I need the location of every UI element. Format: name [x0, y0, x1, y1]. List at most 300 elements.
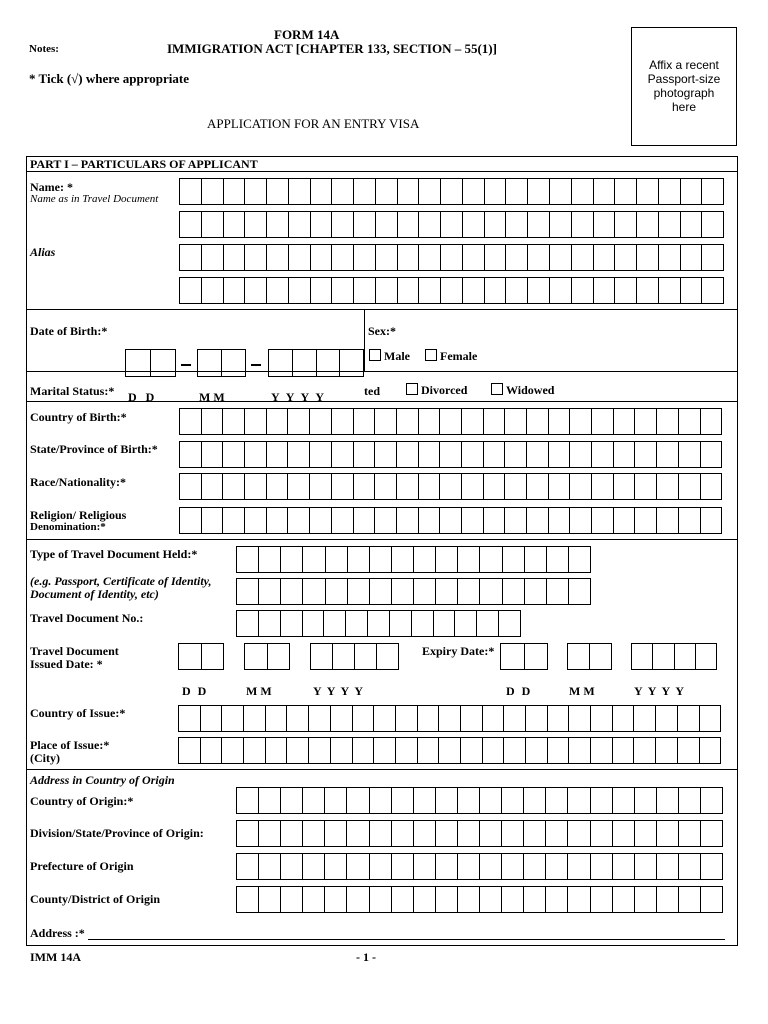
checkbox[interactable] — [425, 349, 437, 361]
char-cell[interactable] — [353, 245, 375, 270]
char-cell[interactable] — [435, 547, 457, 572]
char-cell[interactable] — [593, 278, 615, 303]
char-cell[interactable] — [678, 442, 700, 467]
char-cell[interactable] — [568, 579, 590, 604]
char-cell[interactable] — [413, 887, 435, 912]
char-cell[interactable] — [590, 788, 612, 813]
char-cell[interactable] — [265, 706, 287, 731]
char-cell[interactable] — [354, 644, 376, 669]
char-cell[interactable] — [411, 611, 433, 636]
char-cell[interactable] — [433, 611, 455, 636]
char-cell[interactable] — [417, 706, 439, 731]
char-cell[interactable] — [353, 179, 375, 204]
char-cell[interactable] — [526, 474, 548, 499]
char-cell[interactable] — [346, 854, 368, 879]
origin-county-input[interactable] — [236, 886, 723, 913]
char-cell[interactable] — [571, 179, 593, 204]
char-cell[interactable] — [568, 547, 590, 572]
char-cell[interactable] — [311, 644, 332, 669]
char-cell[interactable] — [324, 821, 346, 846]
char-cell[interactable] — [656, 474, 678, 499]
char-cell[interactable] — [280, 821, 302, 846]
char-cell[interactable] — [479, 547, 501, 572]
char-cell[interactable] — [223, 212, 245, 237]
char-cell[interactable] — [591, 474, 613, 499]
char-cell[interactable] — [482, 738, 504, 763]
char-cell[interactable] — [483, 409, 505, 434]
char-cell[interactable] — [288, 179, 310, 204]
char-cell[interactable] — [330, 706, 352, 731]
dob-month-input[interactable] — [197, 349, 246, 377]
char-cell[interactable] — [331, 409, 353, 434]
char-cell[interactable] — [418, 212, 440, 237]
char-cell[interactable] — [221, 706, 243, 731]
char-cell[interactable] — [347, 579, 369, 604]
char-cell[interactable] — [504, 409, 526, 434]
char-cell[interactable] — [634, 409, 656, 434]
char-cell[interactable] — [302, 821, 324, 846]
char-cell[interactable] — [545, 887, 567, 912]
char-cell[interactable] — [457, 788, 479, 813]
char-cell[interactable] — [375, 179, 397, 204]
char-cell[interactable] — [547, 706, 569, 731]
char-cell[interactable] — [331, 245, 353, 270]
char-cell[interactable] — [548, 442, 570, 467]
char-cell[interactable] — [569, 508, 591, 533]
doc-type-input-1[interactable] — [236, 546, 591, 573]
char-cell[interactable] — [266, 212, 288, 237]
char-cell[interactable] — [200, 738, 222, 763]
char-cell[interactable] — [435, 579, 457, 604]
char-cell[interactable] — [568, 644, 589, 669]
char-cell[interactable] — [658, 179, 680, 204]
char-cell[interactable] — [527, 245, 549, 270]
char-cell[interactable] — [395, 738, 417, 763]
char-cell[interactable] — [244, 442, 266, 467]
char-cell[interactable] — [237, 854, 258, 879]
checkbox[interactable] — [406, 383, 418, 395]
char-cell[interactable] — [701, 212, 723, 237]
char-cell[interactable] — [280, 611, 302, 636]
char-cell[interactable] — [439, 508, 461, 533]
char-cell[interactable] — [418, 409, 440, 434]
char-cell[interactable] — [633, 738, 655, 763]
char-cell[interactable] — [655, 706, 677, 731]
origin-division-input[interactable] — [236, 820, 723, 847]
char-cell[interactable] — [374, 409, 396, 434]
char-cell[interactable] — [288, 212, 310, 237]
char-cell[interactable] — [613, 409, 635, 434]
char-cell[interactable] — [549, 245, 571, 270]
char-cell[interactable] — [571, 245, 593, 270]
char-cell[interactable] — [591, 409, 613, 434]
char-cell[interactable] — [198, 350, 221, 376]
char-cell[interactable] — [680, 278, 702, 303]
char-cell[interactable] — [462, 245, 484, 270]
char-cell[interactable] — [590, 706, 612, 731]
char-cell[interactable] — [567, 887, 589, 912]
char-cell[interactable] — [352, 738, 374, 763]
char-cell[interactable] — [287, 409, 309, 434]
char-cell[interactable] — [678, 821, 700, 846]
char-cell[interactable] — [439, 474, 461, 499]
religion-input[interactable] — [179, 507, 722, 534]
char-cell[interactable] — [369, 579, 391, 604]
char-cell[interactable] — [484, 212, 506, 237]
char-cell[interactable] — [526, 508, 548, 533]
char-cell[interactable] — [418, 442, 440, 467]
char-cell[interactable] — [180, 212, 201, 237]
char-cell[interactable] — [546, 579, 568, 604]
char-cell[interactable] — [483, 474, 505, 499]
char-cell[interactable] — [280, 854, 302, 879]
origin-country-input[interactable] — [236, 787, 723, 814]
issued-year-input[interactable] — [310, 643, 399, 670]
doc-no-input[interactable] — [236, 610, 521, 637]
char-cell[interactable] — [460, 738, 482, 763]
char-cell[interactable] — [457, 547, 479, 572]
alias-input-row-1[interactable] — [179, 244, 724, 271]
char-cell[interactable] — [636, 278, 658, 303]
char-cell[interactable] — [591, 508, 613, 533]
char-cell[interactable] — [258, 611, 280, 636]
char-cell[interactable] — [593, 179, 615, 204]
char-cell[interactable] — [613, 508, 635, 533]
char-cell[interactable] — [346, 821, 368, 846]
char-cell[interactable] — [201, 644, 224, 669]
char-cell[interactable] — [180, 474, 201, 499]
char-cell[interactable] — [375, 245, 397, 270]
char-cell[interactable] — [369, 821, 391, 846]
char-cell[interactable] — [634, 474, 656, 499]
char-cell[interactable] — [179, 644, 201, 669]
char-cell[interactable] — [549, 278, 571, 303]
char-cell[interactable] — [310, 278, 332, 303]
char-cell[interactable] — [593, 212, 615, 237]
origin-prefecture-input[interactable] — [236, 853, 723, 880]
char-cell[interactable] — [545, 788, 567, 813]
char-cell[interactable] — [612, 821, 634, 846]
char-cell[interactable] — [612, 854, 634, 879]
char-cell[interactable] — [545, 821, 567, 846]
char-cell[interactable] — [525, 738, 547, 763]
char-cell[interactable] — [435, 821, 457, 846]
char-cell[interactable] — [501, 854, 523, 879]
char-cell[interactable] — [244, 212, 266, 237]
char-cell[interactable] — [633, 706, 655, 731]
char-cell[interactable] — [391, 547, 413, 572]
char-cell[interactable] — [308, 706, 330, 731]
char-cell[interactable] — [223, 245, 245, 270]
checkbox[interactable] — [369, 349, 381, 361]
char-cell[interactable] — [258, 854, 280, 879]
char-cell[interactable] — [700, 788, 722, 813]
char-cell[interactable] — [524, 579, 546, 604]
char-cell[interactable] — [413, 579, 435, 604]
char-cell[interactable] — [309, 474, 331, 499]
char-cell[interactable] — [462, 179, 484, 204]
char-cell[interactable] — [700, 442, 722, 467]
char-cell[interactable] — [287, 508, 309, 533]
char-cell[interactable] — [680, 245, 702, 270]
char-cell[interactable] — [568, 738, 590, 763]
char-cell[interactable] — [483, 508, 505, 533]
char-cell[interactable] — [244, 245, 266, 270]
char-cell[interactable] — [590, 887, 612, 912]
char-cell[interactable] — [332, 644, 354, 669]
char-cell[interactable] — [302, 788, 324, 813]
char-cell[interactable] — [658, 245, 680, 270]
char-cell[interactable] — [397, 212, 419, 237]
char-cell[interactable] — [656, 442, 678, 467]
char-cell[interactable] — [325, 547, 347, 572]
place-issue-input[interactable] — [178, 737, 721, 764]
char-cell[interactable] — [636, 212, 658, 237]
char-cell[interactable] — [417, 738, 439, 763]
char-cell[interactable] — [701, 278, 723, 303]
char-cell[interactable] — [614, 278, 636, 303]
char-cell[interactable] — [548, 508, 570, 533]
char-cell[interactable] — [323, 611, 345, 636]
char-cell[interactable] — [699, 738, 721, 763]
char-cell[interactable] — [244, 409, 266, 434]
char-cell[interactable] — [636, 245, 658, 270]
char-cell[interactable] — [613, 442, 635, 467]
char-cell[interactable] — [221, 350, 245, 376]
char-cell[interactable] — [302, 579, 324, 604]
char-cell[interactable] — [632, 644, 652, 669]
char-cell[interactable] — [614, 212, 636, 237]
char-cell[interactable] — [700, 821, 722, 846]
char-cell[interactable] — [695, 644, 716, 669]
char-cell[interactable] — [479, 854, 501, 879]
name-input-row-2[interactable] — [179, 211, 724, 238]
char-cell[interactable] — [331, 474, 353, 499]
char-cell[interactable] — [302, 611, 324, 636]
char-cell[interactable] — [201, 179, 223, 204]
char-cell[interactable] — [479, 579, 501, 604]
char-cell[interactable] — [180, 409, 201, 434]
char-cell[interactable] — [243, 706, 265, 731]
country-birth-input[interactable] — [179, 408, 722, 435]
char-cell[interactable] — [331, 508, 353, 533]
char-cell[interactable] — [397, 278, 419, 303]
char-cell[interactable] — [223, 278, 245, 303]
char-cell[interactable] — [462, 278, 484, 303]
char-cell[interactable] — [457, 887, 479, 912]
char-cell[interactable] — [612, 706, 634, 731]
char-cell[interactable] — [435, 887, 457, 912]
char-cell[interactable] — [397, 179, 419, 204]
char-cell[interactable] — [346, 788, 368, 813]
char-cell[interactable] — [369, 788, 391, 813]
char-cell[interactable] — [658, 278, 680, 303]
char-cell[interactable] — [353, 212, 375, 237]
char-cell[interactable] — [523, 887, 545, 912]
char-cell[interactable] — [310, 179, 332, 204]
char-cell[interactable] — [677, 738, 699, 763]
char-cell[interactable] — [287, 474, 309, 499]
char-cell[interactable] — [612, 788, 634, 813]
char-cell[interactable] — [548, 409, 570, 434]
char-cell[interactable] — [501, 887, 523, 912]
char-cell[interactable] — [265, 738, 287, 763]
char-cell[interactable] — [396, 442, 418, 467]
char-cell[interactable] — [569, 442, 591, 467]
char-cell[interactable] — [678, 409, 700, 434]
char-cell[interactable] — [418, 278, 440, 303]
char-cell[interactable] — [325, 579, 347, 604]
char-cell[interactable] — [391, 788, 413, 813]
char-cell[interactable] — [435, 854, 457, 879]
char-cell[interactable] — [258, 887, 280, 912]
address-input-line[interactable] — [88, 939, 725, 940]
char-cell[interactable] — [201, 442, 223, 467]
char-cell[interactable] — [567, 788, 589, 813]
char-cell[interactable] — [680, 179, 702, 204]
char-cell[interactable] — [269, 350, 292, 376]
char-cell[interactable] — [288, 278, 310, 303]
char-cell[interactable] — [700, 409, 722, 434]
char-cell[interactable] — [346, 887, 368, 912]
expiry-month-input[interactable] — [567, 643, 612, 670]
char-cell[interactable] — [302, 547, 324, 572]
race-input[interactable] — [179, 473, 722, 500]
char-cell[interactable] — [457, 821, 479, 846]
char-cell[interactable] — [280, 788, 302, 813]
char-cell[interactable] — [280, 579, 302, 604]
char-cell[interactable] — [418, 474, 440, 499]
char-cell[interactable] — [482, 706, 504, 731]
char-cell[interactable] — [266, 474, 288, 499]
char-cell[interactable] — [353, 474, 375, 499]
char-cell[interactable] — [418, 508, 440, 533]
char-cell[interactable] — [593, 245, 615, 270]
dob-year-input[interactable] — [268, 349, 364, 377]
char-cell[interactable] — [391, 854, 413, 879]
char-cell[interactable] — [527, 179, 549, 204]
char-cell[interactable] — [438, 738, 460, 763]
char-cell[interactable] — [523, 788, 545, 813]
char-cell[interactable] — [612, 887, 634, 912]
sex-male-option[interactable] — [369, 349, 410, 364]
char-cell[interactable] — [391, 887, 413, 912]
char-cell[interactable] — [179, 706, 200, 731]
char-cell[interactable] — [568, 706, 590, 731]
char-cell[interactable] — [288, 245, 310, 270]
char-cell[interactable] — [461, 508, 483, 533]
char-cell[interactable] — [309, 442, 331, 467]
char-cell[interactable] — [302, 887, 324, 912]
char-cell[interactable] — [590, 854, 612, 879]
marital-divorced-option[interactable] — [406, 383, 467, 398]
char-cell[interactable] — [546, 547, 568, 572]
char-cell[interactable] — [548, 474, 570, 499]
char-cell[interactable] — [413, 854, 435, 879]
char-cell[interactable] — [244, 278, 266, 303]
char-cell[interactable] — [461, 442, 483, 467]
char-cell[interactable] — [457, 579, 479, 604]
char-cell[interactable] — [237, 887, 258, 912]
char-cell[interactable] — [505, 179, 527, 204]
char-cell[interactable] — [549, 179, 571, 204]
char-cell[interactable] — [678, 788, 700, 813]
char-cell[interactable] — [179, 738, 200, 763]
char-cell[interactable] — [324, 887, 346, 912]
char-cell[interactable] — [484, 245, 506, 270]
char-cell[interactable] — [258, 547, 280, 572]
char-cell[interactable] — [699, 706, 721, 731]
char-cell[interactable] — [524, 547, 546, 572]
char-cell[interactable] — [454, 611, 476, 636]
char-cell[interactable] — [245, 644, 267, 669]
char-cell[interactable] — [658, 212, 680, 237]
char-cell[interactable] — [525, 706, 547, 731]
char-cell[interactable] — [479, 887, 501, 912]
char-cell[interactable] — [126, 350, 150, 376]
char-cell[interactable] — [701, 245, 723, 270]
char-cell[interactable] — [309, 409, 331, 434]
char-cell[interactable] — [655, 738, 677, 763]
char-cell[interactable] — [483, 442, 505, 467]
char-cell[interactable] — [504, 442, 526, 467]
alias-input-row-2[interactable] — [179, 277, 724, 304]
char-cell[interactable] — [180, 278, 201, 303]
char-cell[interactable] — [634, 854, 656, 879]
char-cell[interactable] — [439, 409, 461, 434]
char-cell[interactable] — [180, 179, 201, 204]
char-cell[interactable] — [523, 854, 545, 879]
char-cell[interactable] — [613, 474, 635, 499]
char-cell[interactable] — [201, 245, 223, 270]
char-cell[interactable] — [324, 854, 346, 879]
char-cell[interactable] — [221, 738, 243, 763]
char-cell[interactable] — [678, 887, 700, 912]
char-cell[interactable] — [267, 644, 290, 669]
char-cell[interactable] — [462, 212, 484, 237]
doc-type-input-2[interactable] — [236, 578, 591, 605]
char-cell[interactable] — [700, 887, 722, 912]
char-cell[interactable] — [353, 409, 375, 434]
char-cell[interactable] — [331, 442, 353, 467]
char-cell[interactable] — [656, 854, 678, 879]
char-cell[interactable] — [200, 706, 222, 731]
char-cell[interactable] — [527, 278, 549, 303]
char-cell[interactable] — [369, 547, 391, 572]
char-cell[interactable] — [505, 278, 527, 303]
char-cell[interactable] — [614, 245, 636, 270]
char-cell[interactable] — [634, 788, 656, 813]
char-cell[interactable] — [545, 854, 567, 879]
char-cell[interactable] — [656, 887, 678, 912]
char-cell[interactable] — [237, 579, 258, 604]
char-cell[interactable] — [501, 788, 523, 813]
char-cell[interactable] — [501, 644, 524, 669]
issued-month-input[interactable] — [244, 643, 290, 670]
char-cell[interactable] — [435, 788, 457, 813]
char-cell[interactable] — [612, 738, 634, 763]
marital-widowed-option[interactable] — [491, 383, 554, 398]
char-cell[interactable] — [397, 245, 419, 270]
char-cell[interactable] — [502, 579, 524, 604]
char-cell[interactable] — [287, 442, 309, 467]
char-cell[interactable] — [201, 508, 223, 533]
char-cell[interactable] — [678, 508, 700, 533]
char-cell[interactable] — [569, 474, 591, 499]
char-cell[interactable] — [590, 738, 612, 763]
char-cell[interactable] — [258, 821, 280, 846]
char-cell[interactable] — [222, 409, 244, 434]
